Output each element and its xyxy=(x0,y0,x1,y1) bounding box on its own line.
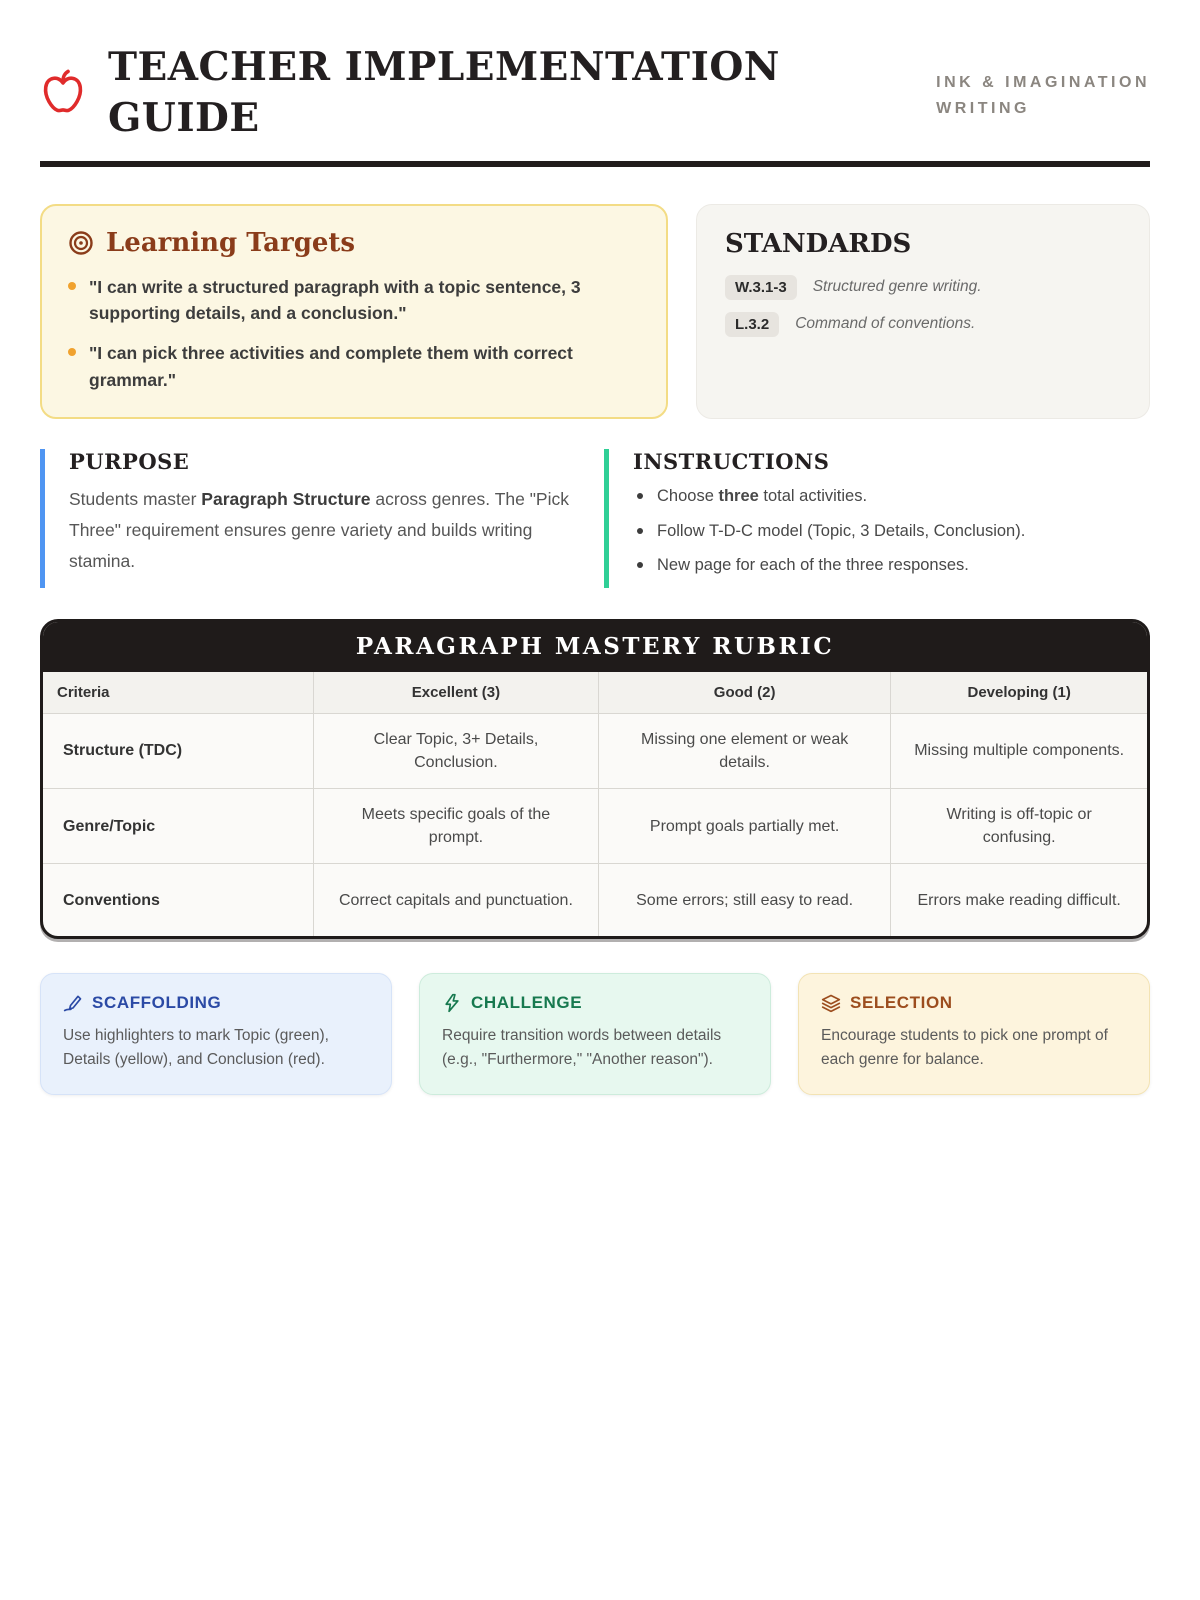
rubric-criteria-cell: Structure (TDC) xyxy=(43,713,313,788)
rubric-cell: Missing one element or weak details. xyxy=(598,713,890,788)
bullet-dot xyxy=(68,282,76,290)
scaffolding-title: SCAFFOLDING xyxy=(92,992,222,1012)
instruction-text-bold: three xyxy=(718,486,759,505)
standard-description: Command of conventions. xyxy=(795,315,976,333)
challenge-card xyxy=(419,973,771,1095)
top-row xyxy=(40,204,1150,419)
purpose-title: PURPOSE xyxy=(69,448,190,474)
rubric-cell: Writing is off-topic or confusing. xyxy=(891,789,1147,864)
standard-row xyxy=(725,275,1121,300)
learning-target-text: "I can write a structured paragraph with a topic sentence, 3 supporting details, and a conclusion." xyxy=(89,276,581,324)
standard-description: Structured genre writing. xyxy=(812,278,982,296)
brand-text xyxy=(936,42,1150,123)
rubric-cell: Some errors; still easy to read. xyxy=(598,864,890,936)
purpose-text-before: Students master xyxy=(69,488,202,509)
instruction-text: Follow T-D-C model (Topic, 3 Details, Conclusion). xyxy=(657,521,1026,540)
rubric-cell: Clear Topic, 3+ Details, Conclusion. xyxy=(313,713,598,788)
scaffolding-card xyxy=(40,973,392,1095)
selection-card xyxy=(798,973,1150,1095)
rubric xyxy=(40,619,1150,939)
rubric-header-row xyxy=(43,672,1147,714)
rubric-row xyxy=(43,713,1147,788)
learning-target-text: "I can pick three activities and complete them with correct grammar." xyxy=(89,343,573,390)
instruction-text xyxy=(657,484,867,510)
standards-title: STANDARDS xyxy=(725,228,912,259)
page-title xyxy=(108,42,780,145)
standard-code-badge: W.3.1-3 xyxy=(725,275,797,300)
lightning-icon xyxy=(442,993,462,1013)
learning-targets-title: Learning Targets xyxy=(106,227,356,258)
rubric-cell: Correct capitals and punctuation. xyxy=(313,864,598,936)
instructions-section xyxy=(604,449,1150,588)
challenge-text: Require transition words between details (e.g., "Furthermore," "Another reason"). xyxy=(442,1026,722,1068)
instruction-text-after: total activities. xyxy=(758,486,868,505)
selection-text: Encourage students to pick one prompt of each genre for balance. xyxy=(821,1026,1108,1068)
purpose-text xyxy=(69,484,580,577)
bullet-dot xyxy=(68,348,76,356)
page-title-line1: TEACHER IMPLEMENTATION xyxy=(108,44,780,90)
bullet-dot xyxy=(637,562,643,568)
learning-target-item xyxy=(68,274,640,327)
bullet-dot xyxy=(637,528,643,534)
layers-icon xyxy=(821,993,841,1013)
purpose-section xyxy=(40,449,580,588)
learning-targets-list xyxy=(68,274,640,393)
rubric-row xyxy=(43,864,1147,936)
rubric-title-bar: PARAGRAPH MASTERY RUBRIC xyxy=(43,622,1147,672)
rubric-table xyxy=(43,672,1147,936)
rubric-cell: Prompt goals partially met. xyxy=(598,789,890,864)
purpose-text-bold: Paragraph Structure xyxy=(201,488,371,509)
instructions-list xyxy=(633,484,1150,579)
highlighter-icon xyxy=(63,993,83,1013)
rubric-column-header: Criteria xyxy=(43,672,313,714)
instruction-item xyxy=(633,519,1150,545)
rubric-criteria-cell: Conventions xyxy=(43,864,313,936)
instruction-item xyxy=(633,553,1150,579)
selection-title: SELECTION xyxy=(850,992,953,1012)
rubric-row xyxy=(43,789,1147,864)
rubric-column-header: Good (2) xyxy=(598,672,890,714)
rubric-criteria-cell: Genre/Topic xyxy=(43,789,313,864)
instruction-text: New page for each of the three responses. xyxy=(657,556,969,575)
challenge-title: CHALLENGE xyxy=(471,992,583,1012)
tip-cards-row xyxy=(40,973,1150,1095)
purpose-text-after: across genres. The "Pick Three" requirement ensures genre variety and builds writing stamina. xyxy=(69,488,569,572)
bullseye-icon xyxy=(68,230,94,256)
page-title-line2: GUIDE xyxy=(108,95,260,142)
instructions-title: INSTRUCTIONS xyxy=(633,448,830,474)
header-divider xyxy=(40,161,1150,167)
standard-row xyxy=(725,312,1121,337)
rubric-cell: Meets specific goals of the prompt. xyxy=(313,789,598,864)
rubric-column-header: Excellent (3) xyxy=(313,672,598,714)
apple-icon xyxy=(40,67,86,119)
rubric-cell: Errors make reading difficult. xyxy=(891,864,1147,936)
instruction-item xyxy=(633,484,1150,510)
instruction-text-before: Choose xyxy=(657,486,719,505)
rubric-cell: Missing multiple components. xyxy=(891,713,1147,788)
brand-line1: INK & IMAGINATION xyxy=(936,74,1150,91)
scaffolding-text: Use highlighters to mark Topic (green), Details (yellow), and Conclusion (red). xyxy=(63,1026,329,1068)
rubric-column-header: Developing (1) xyxy=(891,672,1147,714)
bullet-dot xyxy=(637,493,643,499)
standards-card xyxy=(696,204,1150,419)
brand-line2: WRITING xyxy=(936,100,1030,118)
standard-code-badge: L.3.2 xyxy=(725,312,779,337)
mid-row xyxy=(40,449,1150,588)
header xyxy=(40,42,1150,145)
learning-targets-card xyxy=(40,204,668,419)
learning-target-item xyxy=(68,340,640,393)
